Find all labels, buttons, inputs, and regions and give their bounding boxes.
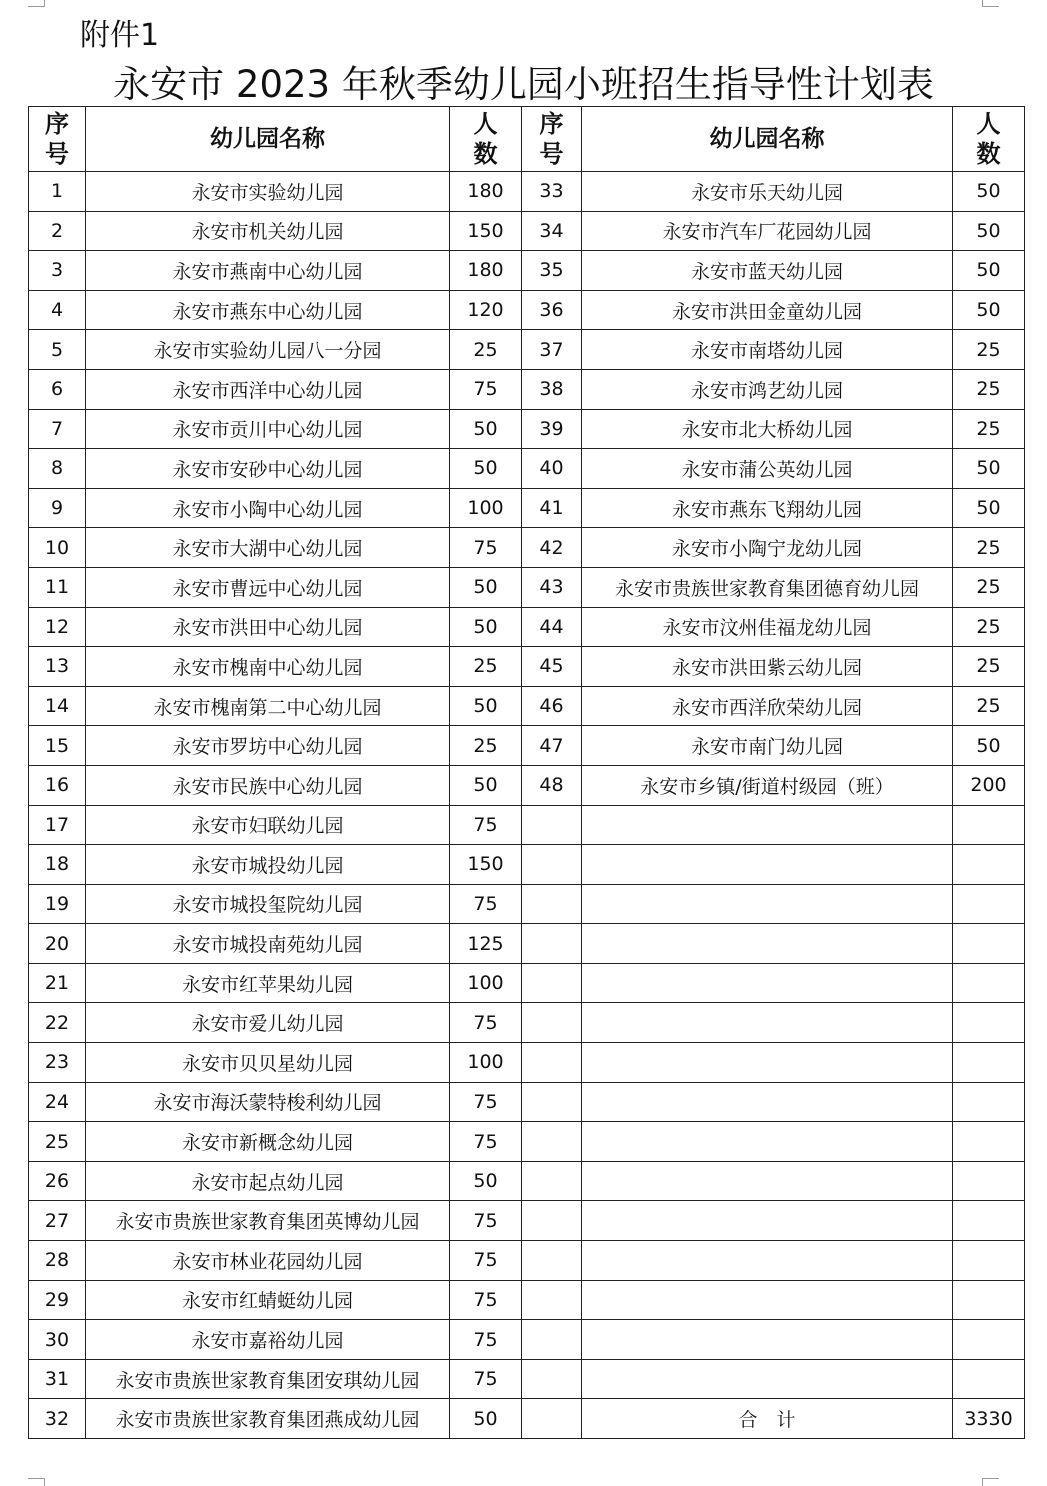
kindergarten-name-cell: 永安市贵族世家教育集团德育幼儿园 bbox=[582, 567, 953, 607]
table-row bbox=[29, 884, 1025, 924]
seq-cell: 18 bbox=[29, 845, 86, 885]
count-cell: 50 bbox=[450, 449, 522, 489]
count-cell: 75 bbox=[450, 1359, 522, 1399]
total-label: 合 计 bbox=[582, 1399, 953, 1439]
count-cell: 25 bbox=[953, 686, 1025, 726]
kindergarten-name-cell: 永安市北大桥幼儿园 bbox=[582, 409, 953, 449]
kindergarten-name-cell: 永安市安砂中心幼儿园 bbox=[86, 449, 450, 489]
table-row bbox=[29, 488, 1025, 528]
count-cell: 125 bbox=[450, 924, 522, 964]
empty-cell bbox=[582, 1082, 953, 1122]
empty-cell bbox=[582, 1201, 953, 1241]
seq-cell: 15 bbox=[29, 726, 86, 766]
count-cell: 25 bbox=[450, 726, 522, 766]
kindergarten-name-cell: 永安市贵族世家教育集团安琪幼儿园 bbox=[86, 1359, 450, 1399]
kindergarten-name-cell: 永安市城投南苑幼儿园 bbox=[86, 924, 450, 964]
table-row bbox=[29, 1241, 1025, 1281]
empty-cell bbox=[522, 1043, 582, 1083]
kindergarten-name-cell: 永安市贝贝星幼儿园 bbox=[86, 1043, 450, 1083]
table-row bbox=[29, 528, 1025, 568]
seq-cell: 28 bbox=[29, 1241, 86, 1281]
seq-cell: 8 bbox=[29, 449, 86, 489]
header-name-left: 幼儿园名称 bbox=[86, 107, 450, 172]
seq-cell: 23 bbox=[29, 1043, 86, 1083]
count-cell: 100 bbox=[450, 963, 522, 1003]
kindergarten-name-cell: 永安市汽车厂花园幼儿园 bbox=[582, 211, 953, 251]
kindergarten-name-cell: 永安市鸿艺幼儿园 bbox=[582, 369, 953, 409]
empty-cell bbox=[953, 1122, 1025, 1162]
empty-cell bbox=[582, 1241, 953, 1281]
kindergarten-name-cell: 永安市新概念幼儿园 bbox=[86, 1122, 450, 1162]
seq-cell: 44 bbox=[522, 607, 582, 647]
empty-cell bbox=[953, 1280, 1025, 1320]
count-cell: 50 bbox=[953, 449, 1025, 489]
table-row bbox=[29, 963, 1025, 1003]
kindergarten-name-cell: 永安市蓝天幼儿园 bbox=[582, 251, 953, 291]
kindergarten-name-cell: 永安市海沃蒙特梭利幼儿园 bbox=[86, 1082, 450, 1122]
count-cell: 150 bbox=[450, 845, 522, 885]
count-cell: 50 bbox=[953, 290, 1025, 330]
table-row bbox=[29, 765, 1025, 805]
count-cell: 120 bbox=[450, 290, 522, 330]
empty-cell bbox=[953, 1003, 1025, 1043]
table-row bbox=[29, 211, 1025, 251]
empty-cell bbox=[953, 1359, 1025, 1399]
table-row bbox=[29, 409, 1025, 449]
seq-cell: 1 bbox=[29, 172, 86, 212]
seq-cell: 22 bbox=[29, 1003, 86, 1043]
header-seq-left: 序 号 bbox=[29, 107, 86, 172]
kindergarten-name-cell: 永安市小陶中心幼儿园 bbox=[86, 488, 450, 528]
count-cell: 25 bbox=[953, 647, 1025, 687]
seq-cell: 13 bbox=[29, 647, 86, 687]
table-row bbox=[29, 1003, 1025, 1043]
count-cell: 25 bbox=[953, 369, 1025, 409]
empty-cell bbox=[522, 1359, 582, 1399]
count-cell: 75 bbox=[450, 528, 522, 568]
empty-cell bbox=[953, 1241, 1025, 1281]
count-cell: 75 bbox=[450, 1280, 522, 1320]
count-cell: 100 bbox=[450, 488, 522, 528]
seq-cell: 26 bbox=[29, 1161, 86, 1201]
seq-cell: 24 bbox=[29, 1082, 86, 1122]
count-cell: 150 bbox=[450, 211, 522, 251]
count-cell: 25 bbox=[953, 607, 1025, 647]
table-row bbox=[29, 369, 1025, 409]
kindergarten-name-cell: 永安市槐南中心幼儿园 bbox=[86, 647, 450, 687]
seq-cell: 17 bbox=[29, 805, 86, 845]
count-cell: 25 bbox=[953, 528, 1025, 568]
count-cell: 50 bbox=[450, 607, 522, 647]
table-row bbox=[29, 290, 1025, 330]
seq-cell: 40 bbox=[522, 449, 582, 489]
kindergarten-name-cell: 永安市西洋欣荣幼儿园 bbox=[582, 686, 953, 726]
count-cell: 75 bbox=[450, 369, 522, 409]
empty-cell bbox=[953, 884, 1025, 924]
kindergarten-name-cell: 永安市贵族世家教育集团燕成幼儿园 bbox=[86, 1399, 450, 1439]
kindergarten-name-cell: 永安市机关幼儿园 bbox=[86, 211, 450, 251]
table-row bbox=[29, 1359, 1025, 1399]
kindergarten-name-cell: 永安市南门幼儿园 bbox=[582, 726, 953, 766]
count-cell: 50 bbox=[450, 1399, 522, 1439]
kindergarten-name-cell: 永安市燕东飞翔幼儿园 bbox=[582, 488, 953, 528]
table-row bbox=[29, 607, 1025, 647]
empty-cell bbox=[582, 1003, 953, 1043]
count-cell: 50 bbox=[450, 567, 522, 607]
table-row bbox=[29, 567, 1025, 607]
empty-cell bbox=[953, 845, 1025, 885]
empty-cell bbox=[582, 884, 953, 924]
table-row bbox=[29, 1043, 1025, 1083]
count-cell: 50 bbox=[953, 251, 1025, 291]
crop-mark-top-right bbox=[982, 0, 999, 7]
empty-cell bbox=[522, 924, 582, 964]
kindergarten-name-cell: 永安市乐天幼儿园 bbox=[582, 172, 953, 212]
kindergarten-name-cell: 永安市汶州佳福龙幼儿园 bbox=[582, 607, 953, 647]
seq-cell: 42 bbox=[522, 528, 582, 568]
count-cell: 200 bbox=[953, 765, 1025, 805]
empty-cell bbox=[522, 963, 582, 1003]
table-row bbox=[29, 1082, 1025, 1122]
count-cell: 50 bbox=[450, 409, 522, 449]
seq-cell: 14 bbox=[29, 686, 86, 726]
empty-cell bbox=[582, 1161, 953, 1201]
count-cell: 50 bbox=[953, 488, 1025, 528]
seq-cell: 32 bbox=[29, 1399, 86, 1439]
count-cell: 25 bbox=[450, 330, 522, 370]
kindergarten-name-cell: 永安市西洋中心幼儿园 bbox=[86, 369, 450, 409]
kindergarten-name-cell: 永安市林业花园幼儿园 bbox=[86, 1241, 450, 1281]
table-row bbox=[29, 805, 1025, 845]
seq-cell: 4 bbox=[29, 290, 86, 330]
table-row bbox=[29, 1399, 1025, 1439]
kindergarten-name-cell: 永安市贵族世家教育集团英博幼儿园 bbox=[86, 1201, 450, 1241]
table-row bbox=[29, 1161, 1025, 1201]
empty-cell bbox=[522, 1122, 582, 1162]
count-cell: 25 bbox=[953, 409, 1025, 449]
empty-cell bbox=[582, 1122, 953, 1162]
kindergarten-name-cell: 永安市槐南第二中心幼儿园 bbox=[86, 686, 450, 726]
header-name-right: 幼儿园名称 bbox=[582, 107, 953, 172]
seq-cell: 10 bbox=[29, 528, 86, 568]
kindergarten-name-cell: 永安市乡镇/街道村级园（班） bbox=[582, 765, 953, 805]
header-seq-right: 序 号 bbox=[522, 107, 582, 172]
table-row bbox=[29, 251, 1025, 291]
kindergarten-name-cell: 永安市燕东中心幼儿园 bbox=[86, 290, 450, 330]
table-row bbox=[29, 1320, 1025, 1360]
seq-cell: 16 bbox=[29, 765, 86, 805]
kindergarten-name-cell: 永安市洪田紫云幼儿园 bbox=[582, 647, 953, 687]
seq-cell: 38 bbox=[522, 369, 582, 409]
empty-cell bbox=[953, 1082, 1025, 1122]
seq-cell: 36 bbox=[522, 290, 582, 330]
empty-cell bbox=[953, 963, 1025, 1003]
seq-cell: 2 bbox=[29, 211, 86, 251]
empty-cell bbox=[522, 1399, 582, 1439]
table-row bbox=[29, 1201, 1025, 1241]
seq-cell: 39 bbox=[522, 409, 582, 449]
kindergarten-name-cell: 永安市嘉裕幼儿园 bbox=[86, 1320, 450, 1360]
kindergarten-name-cell: 永安市大湖中心幼儿园 bbox=[86, 528, 450, 568]
header-row bbox=[29, 107, 1025, 172]
table-row bbox=[29, 449, 1025, 489]
empty-cell bbox=[953, 805, 1025, 845]
empty-cell bbox=[953, 1320, 1025, 1360]
empty-cell bbox=[582, 805, 953, 845]
kindergarten-name-cell: 永安市红苹果幼儿园 bbox=[86, 963, 450, 1003]
empty-cell bbox=[522, 1161, 582, 1201]
seq-cell: 21 bbox=[29, 963, 86, 1003]
total-value: 3330 bbox=[953, 1399, 1025, 1439]
kindergarten-name-cell: 永安市曹远中心幼儿园 bbox=[86, 567, 450, 607]
kindergarten-name-cell: 永安市贡川中心幼儿园 bbox=[86, 409, 450, 449]
empty-cell bbox=[522, 1082, 582, 1122]
empty-cell bbox=[953, 1161, 1025, 1201]
seq-cell: 3 bbox=[29, 251, 86, 291]
seq-cell: 33 bbox=[522, 172, 582, 212]
empty-cell bbox=[582, 1043, 953, 1083]
seq-cell: 20 bbox=[29, 924, 86, 964]
seq-cell: 37 bbox=[522, 330, 582, 370]
empty-cell bbox=[522, 1280, 582, 1320]
count-cell: 50 bbox=[953, 172, 1025, 212]
table-row bbox=[29, 686, 1025, 726]
seq-cell: 48 bbox=[522, 765, 582, 805]
seq-cell: 5 bbox=[29, 330, 86, 370]
seq-cell: 12 bbox=[29, 607, 86, 647]
seq-cell: 30 bbox=[29, 1320, 86, 1360]
empty-cell bbox=[522, 1241, 582, 1281]
empty-cell bbox=[522, 1320, 582, 1360]
empty-cell bbox=[953, 1201, 1025, 1241]
count-cell: 180 bbox=[450, 172, 522, 212]
count-cell: 75 bbox=[450, 1201, 522, 1241]
empty-cell bbox=[582, 845, 953, 885]
count-cell: 50 bbox=[450, 686, 522, 726]
table-row bbox=[29, 647, 1025, 687]
count-cell: 75 bbox=[450, 1003, 522, 1043]
kindergarten-name-cell: 永安市燕南中心幼儿园 bbox=[86, 251, 450, 291]
seq-cell: 11 bbox=[29, 567, 86, 607]
count-cell: 180 bbox=[450, 251, 522, 291]
empty-cell bbox=[582, 1280, 953, 1320]
table-row bbox=[29, 924, 1025, 964]
kindergarten-name-cell: 永安市罗坊中心幼儿园 bbox=[86, 726, 450, 766]
count-cell: 75 bbox=[450, 1082, 522, 1122]
table-row bbox=[29, 1280, 1025, 1320]
count-cell: 50 bbox=[953, 726, 1025, 766]
empty-cell bbox=[582, 1320, 953, 1360]
seq-cell: 7 bbox=[29, 409, 86, 449]
empty-cell bbox=[522, 805, 582, 845]
kindergarten-name-cell: 永安市起点幼儿园 bbox=[86, 1161, 450, 1201]
seq-cell: 45 bbox=[522, 647, 582, 687]
page-title: 永安市 2023 年秋季幼儿园小班招生指导性计划表 bbox=[113, 63, 934, 106]
empty-cell bbox=[522, 1201, 582, 1241]
seq-cell: 19 bbox=[29, 884, 86, 924]
table-row bbox=[29, 330, 1025, 370]
kindergarten-name-cell: 永安市红蜻蜓幼儿园 bbox=[86, 1280, 450, 1320]
seq-cell: 47 bbox=[522, 726, 582, 766]
count-cell: 25 bbox=[450, 647, 522, 687]
empty-cell bbox=[522, 845, 582, 885]
seq-cell: 35 bbox=[522, 251, 582, 291]
kindergarten-name-cell: 永安市洪田中心幼儿园 bbox=[86, 607, 450, 647]
kindergarten-name-cell: 永安市洪田金童幼儿园 bbox=[582, 290, 953, 330]
count-cell: 75 bbox=[450, 1122, 522, 1162]
seq-cell: 41 bbox=[522, 488, 582, 528]
count-cell: 75 bbox=[450, 1241, 522, 1281]
empty-cell bbox=[953, 1043, 1025, 1083]
empty-cell bbox=[582, 963, 953, 1003]
seq-cell: 29 bbox=[29, 1280, 86, 1320]
kindergarten-name-cell: 永安市妇联幼儿园 bbox=[86, 805, 450, 845]
count-cell: 50 bbox=[953, 211, 1025, 251]
seq-cell: 9 bbox=[29, 488, 86, 528]
empty-cell bbox=[522, 1003, 582, 1043]
table-row bbox=[29, 1122, 1025, 1162]
count-cell: 50 bbox=[450, 765, 522, 805]
count-cell: 75 bbox=[450, 1320, 522, 1360]
kindergarten-name-cell: 永安市实验幼儿园八一分园 bbox=[86, 330, 450, 370]
table-row bbox=[29, 726, 1025, 766]
kindergarten-name-cell: 永安市蒲公英幼儿园 bbox=[582, 449, 953, 489]
kindergarten-name-cell: 永安市实验幼儿园 bbox=[86, 172, 450, 212]
seq-cell: 31 bbox=[29, 1359, 86, 1399]
seq-cell: 46 bbox=[522, 686, 582, 726]
kindergarten-name-cell: 永安市爱儿幼儿园 bbox=[86, 1003, 450, 1043]
count-cell: 75 bbox=[450, 884, 522, 924]
seq-cell: 25 bbox=[29, 1122, 86, 1162]
empty-cell bbox=[582, 924, 953, 964]
seq-cell: 43 bbox=[522, 567, 582, 607]
count-cell: 25 bbox=[953, 567, 1025, 607]
enrollment-table bbox=[28, 106, 1025, 1439]
empty-cell bbox=[582, 1359, 953, 1399]
table-row bbox=[29, 172, 1025, 212]
kindergarten-name-cell: 永安市南塔幼儿园 bbox=[582, 330, 953, 370]
empty-cell bbox=[953, 924, 1025, 964]
attachment-label: 附件1 bbox=[80, 18, 160, 53]
kindergarten-name-cell: 永安市小陶宁龙幼儿园 bbox=[582, 528, 953, 568]
count-cell: 75 bbox=[450, 805, 522, 845]
table-row bbox=[29, 845, 1025, 885]
empty-cell bbox=[522, 884, 582, 924]
kindergarten-name-cell: 永安市城投玺院幼儿园 bbox=[86, 884, 450, 924]
count-cell: 25 bbox=[953, 330, 1025, 370]
count-cell: 50 bbox=[450, 1161, 522, 1201]
seq-cell: 34 bbox=[522, 211, 582, 251]
header-count-left: 人 数 bbox=[450, 107, 522, 172]
seq-cell: 6 bbox=[29, 369, 86, 409]
kindergarten-name-cell: 永安市城投幼儿园 bbox=[86, 845, 450, 885]
seq-cell: 27 bbox=[29, 1201, 86, 1241]
header-count-right: 人 数 bbox=[953, 107, 1025, 172]
crop-mark-top-left bbox=[28, 0, 45, 7]
kindergarten-name-cell: 永安市民族中心幼儿园 bbox=[86, 765, 450, 805]
count-cell: 100 bbox=[450, 1043, 522, 1083]
